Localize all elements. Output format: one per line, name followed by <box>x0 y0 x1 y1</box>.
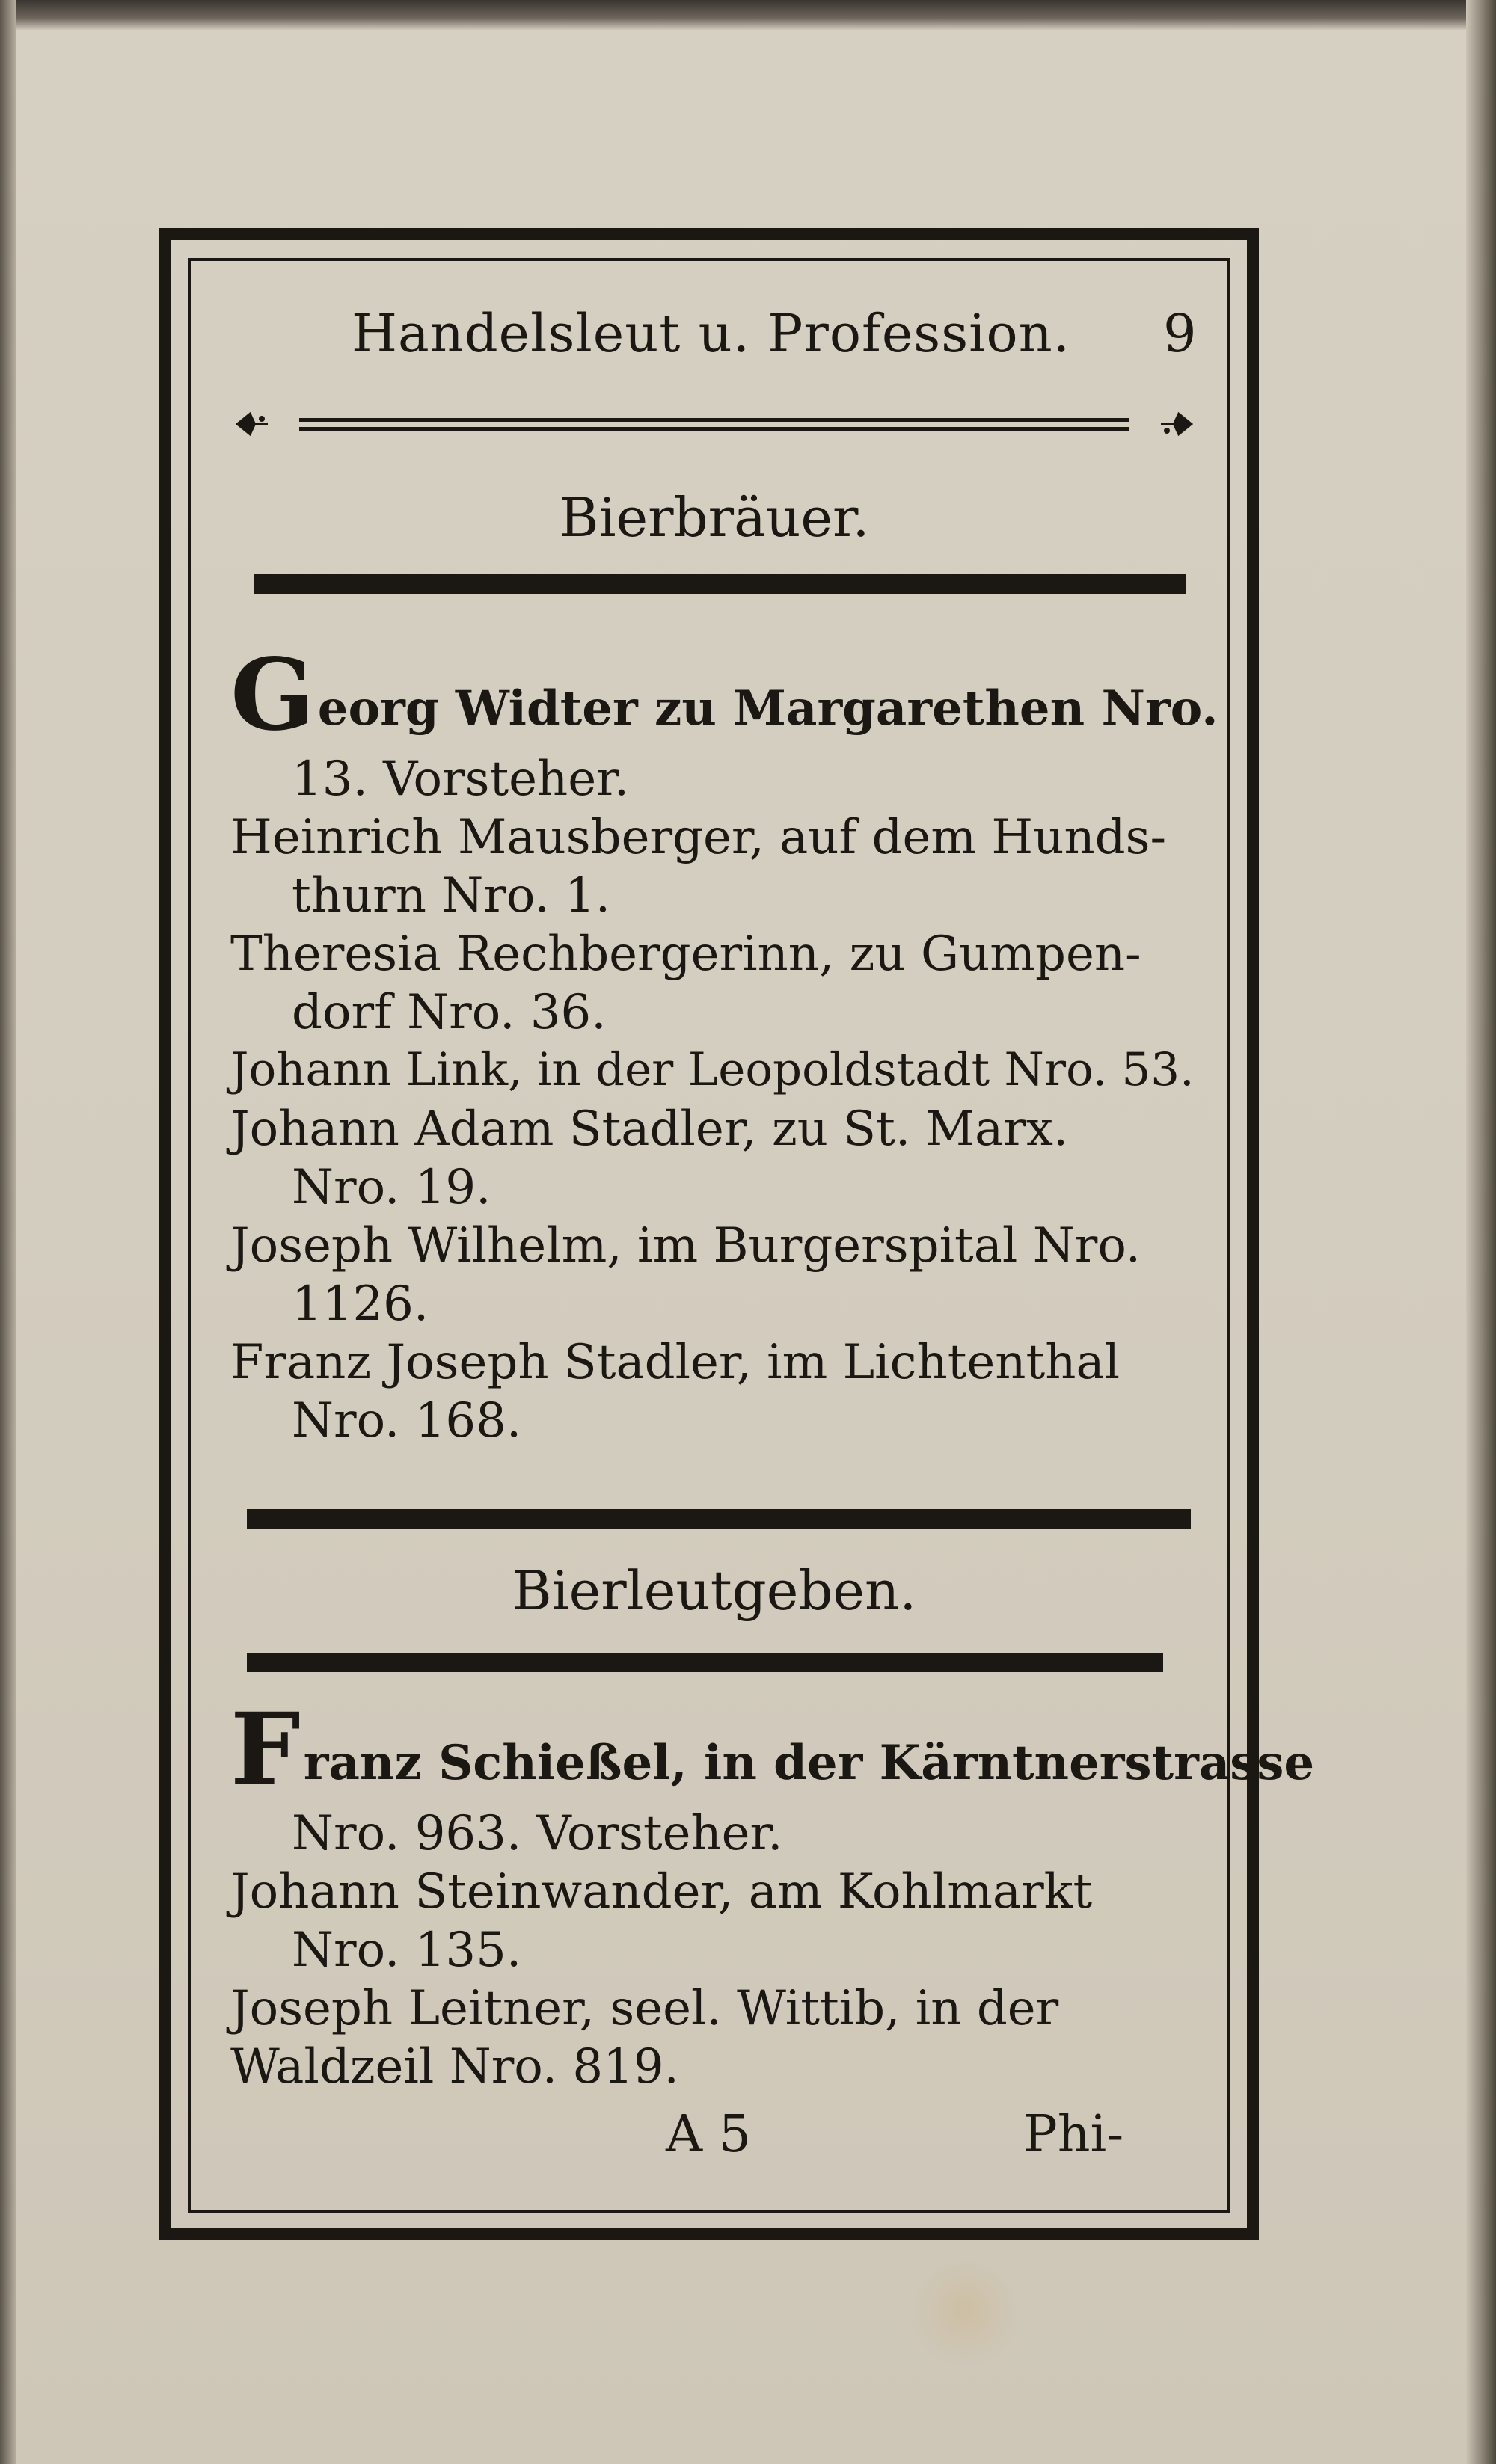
entry-line: Franz Joseph Stadler, im Lichtenthal <box>230 1335 1121 1390</box>
entry-line: Theresia Rechbergerinn, zu Gumpen- <box>230 927 1141 982</box>
section-rule <box>247 1509 1191 1529</box>
section-rule <box>247 1653 1163 1672</box>
page-number: 9 <box>1163 303 1197 364</box>
paper-stain <box>909 2255 1021 2367</box>
dropcap: F <box>230 1692 301 1807</box>
entry-line: Nro. 19. <box>292 1160 491 1215</box>
entry-line: Waldzeil Nro. 819. <box>230 2039 679 2095</box>
entry-line: Johann Steinwander, am Kohlmarkt <box>230 1864 1093 1920</box>
entry-line: Nro. 963. Vorsteher. <box>292 1806 783 1861</box>
entry-line: dorf Nro. 36. <box>292 985 607 1040</box>
entry-line: Nro. 135. <box>292 1923 522 1978</box>
entry-line: thurn Nro. 1. <box>292 868 611 924</box>
entry-line: 13. Vorsteher. <box>292 752 630 807</box>
page-right-edge <box>1466 0 1496 2464</box>
entry-line: Franz Schießel, in der Kärntnerstrasse <box>230 1692 1315 1807</box>
running-title: Handelsleut u. Profession. <box>352 303 1071 364</box>
section-rule <box>254 574 1186 594</box>
entry-line: Nro. 168. <box>292 1393 522 1448</box>
catchword: Phi- <box>1023 2105 1124 2164</box>
signature-mark: A 5 <box>666 2105 751 2164</box>
section-title-bierleutgeben: Bierleutgeben. <box>512 1559 917 1622</box>
entry-line: Joseph Wilhelm, im Burgerspital Nro. <box>230 1218 1141 1274</box>
entry-line: 1126. <box>292 1276 429 1332</box>
section-title-bierbraeuer: Bierbräuer. <box>559 486 870 549</box>
entry-line: Georg Widter zu Margarethen Nro. <box>230 637 1218 753</box>
dropcap: G <box>230 637 315 753</box>
entry-line: Joseph Leitner, seel. Wittib, in der <box>230 1981 1059 2036</box>
entry-line: Johann Link, in der Leopoldstadt Nro. 53. <box>230 1043 1195 1096</box>
page-top-edge <box>0 0 1496 30</box>
page-left-edge <box>0 0 16 2464</box>
ornamental-rule <box>232 405 1197 443</box>
entry-line: Johann Adam Stadler, zu St. Marx. <box>230 1102 1069 1157</box>
entry-line: Heinrich Mausberger, auf dem Hunds- <box>230 810 1167 865</box>
